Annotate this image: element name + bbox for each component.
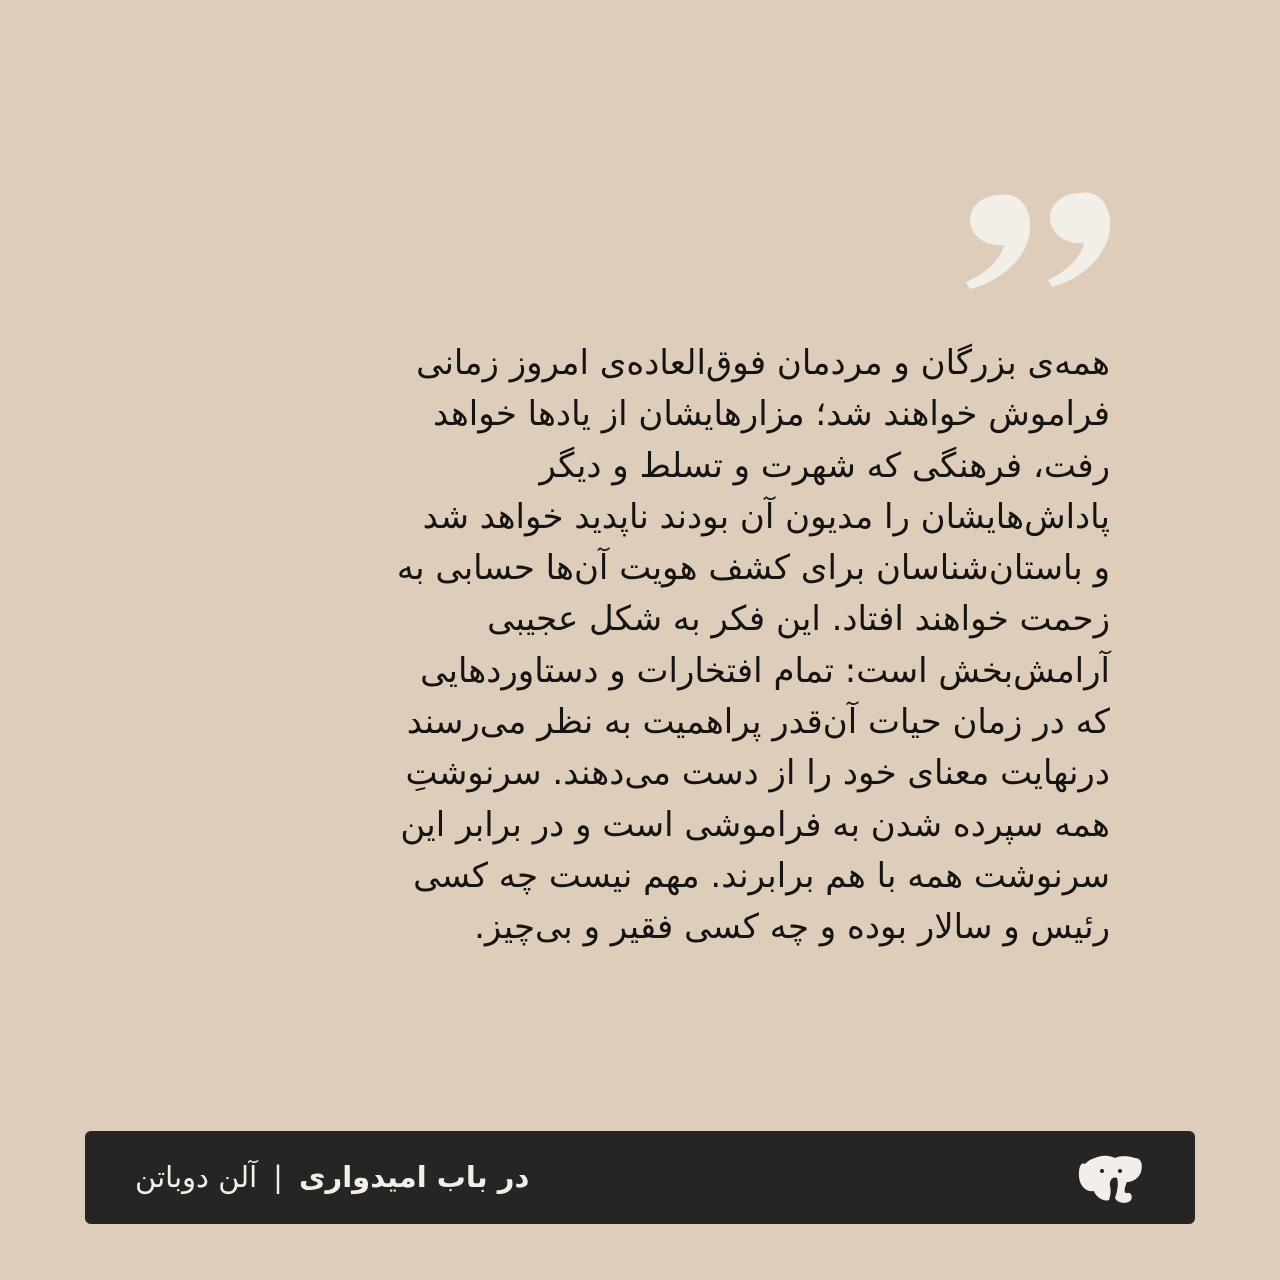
quote-mark-icon xyxy=(960,185,1115,295)
quote-line: که در زمان حیات آن‌قدر پراهمیت به نظر می‌رسند xyxy=(406,702,1110,743)
quote-line: رفت، فرهنگی که شهرت و تسلط و دیگر xyxy=(539,445,1110,486)
quote-line: همه سپرده شدن به فراموشی است و در برابر این xyxy=(400,804,1110,845)
quote-line: آرامش‌بخش است: تمام افتخارات و دستاوردهایی xyxy=(420,650,1110,691)
quote-line: سرنوشت همه با هم برابرند. مهم نیست چه کسی xyxy=(413,855,1110,896)
quote-line: همه‌ی بزرگان و مردمان فوق‌العاده‌ی امروز زمانی xyxy=(416,343,1110,383)
separator: | xyxy=(273,1160,283,1194)
quote-text xyxy=(150,338,1110,954)
quote-line: درنهایت معنای خود را از دست می‌دهند. سرنوشتِ xyxy=(405,753,1110,794)
footer-caption xyxy=(135,1131,529,1224)
quote-line: پاداش‌هایشان را مدیون آن بودند ناپدید خواهد شد xyxy=(422,496,1110,537)
quote-line: و باستان‌شناسان برای کشف هویت آن‌ها حسابی به xyxy=(396,548,1110,589)
author-name: آلن دوباتن xyxy=(135,1160,258,1194)
quote-line: فراموش خواهند شد؛ مزارهایشان از یادها خواهد xyxy=(433,394,1110,435)
quote-line: زحمت خواهند افتاد. این فکر به شکل عجیبی xyxy=(487,599,1110,640)
quote-line: رئیس و سالار بوده و چه کسی فقیر و بی‌چیز. xyxy=(474,907,1110,948)
book-title: در باب امیدواری xyxy=(298,1160,530,1194)
footer-bar xyxy=(85,1131,1195,1224)
elephant-icon xyxy=(1075,1150,1145,1206)
